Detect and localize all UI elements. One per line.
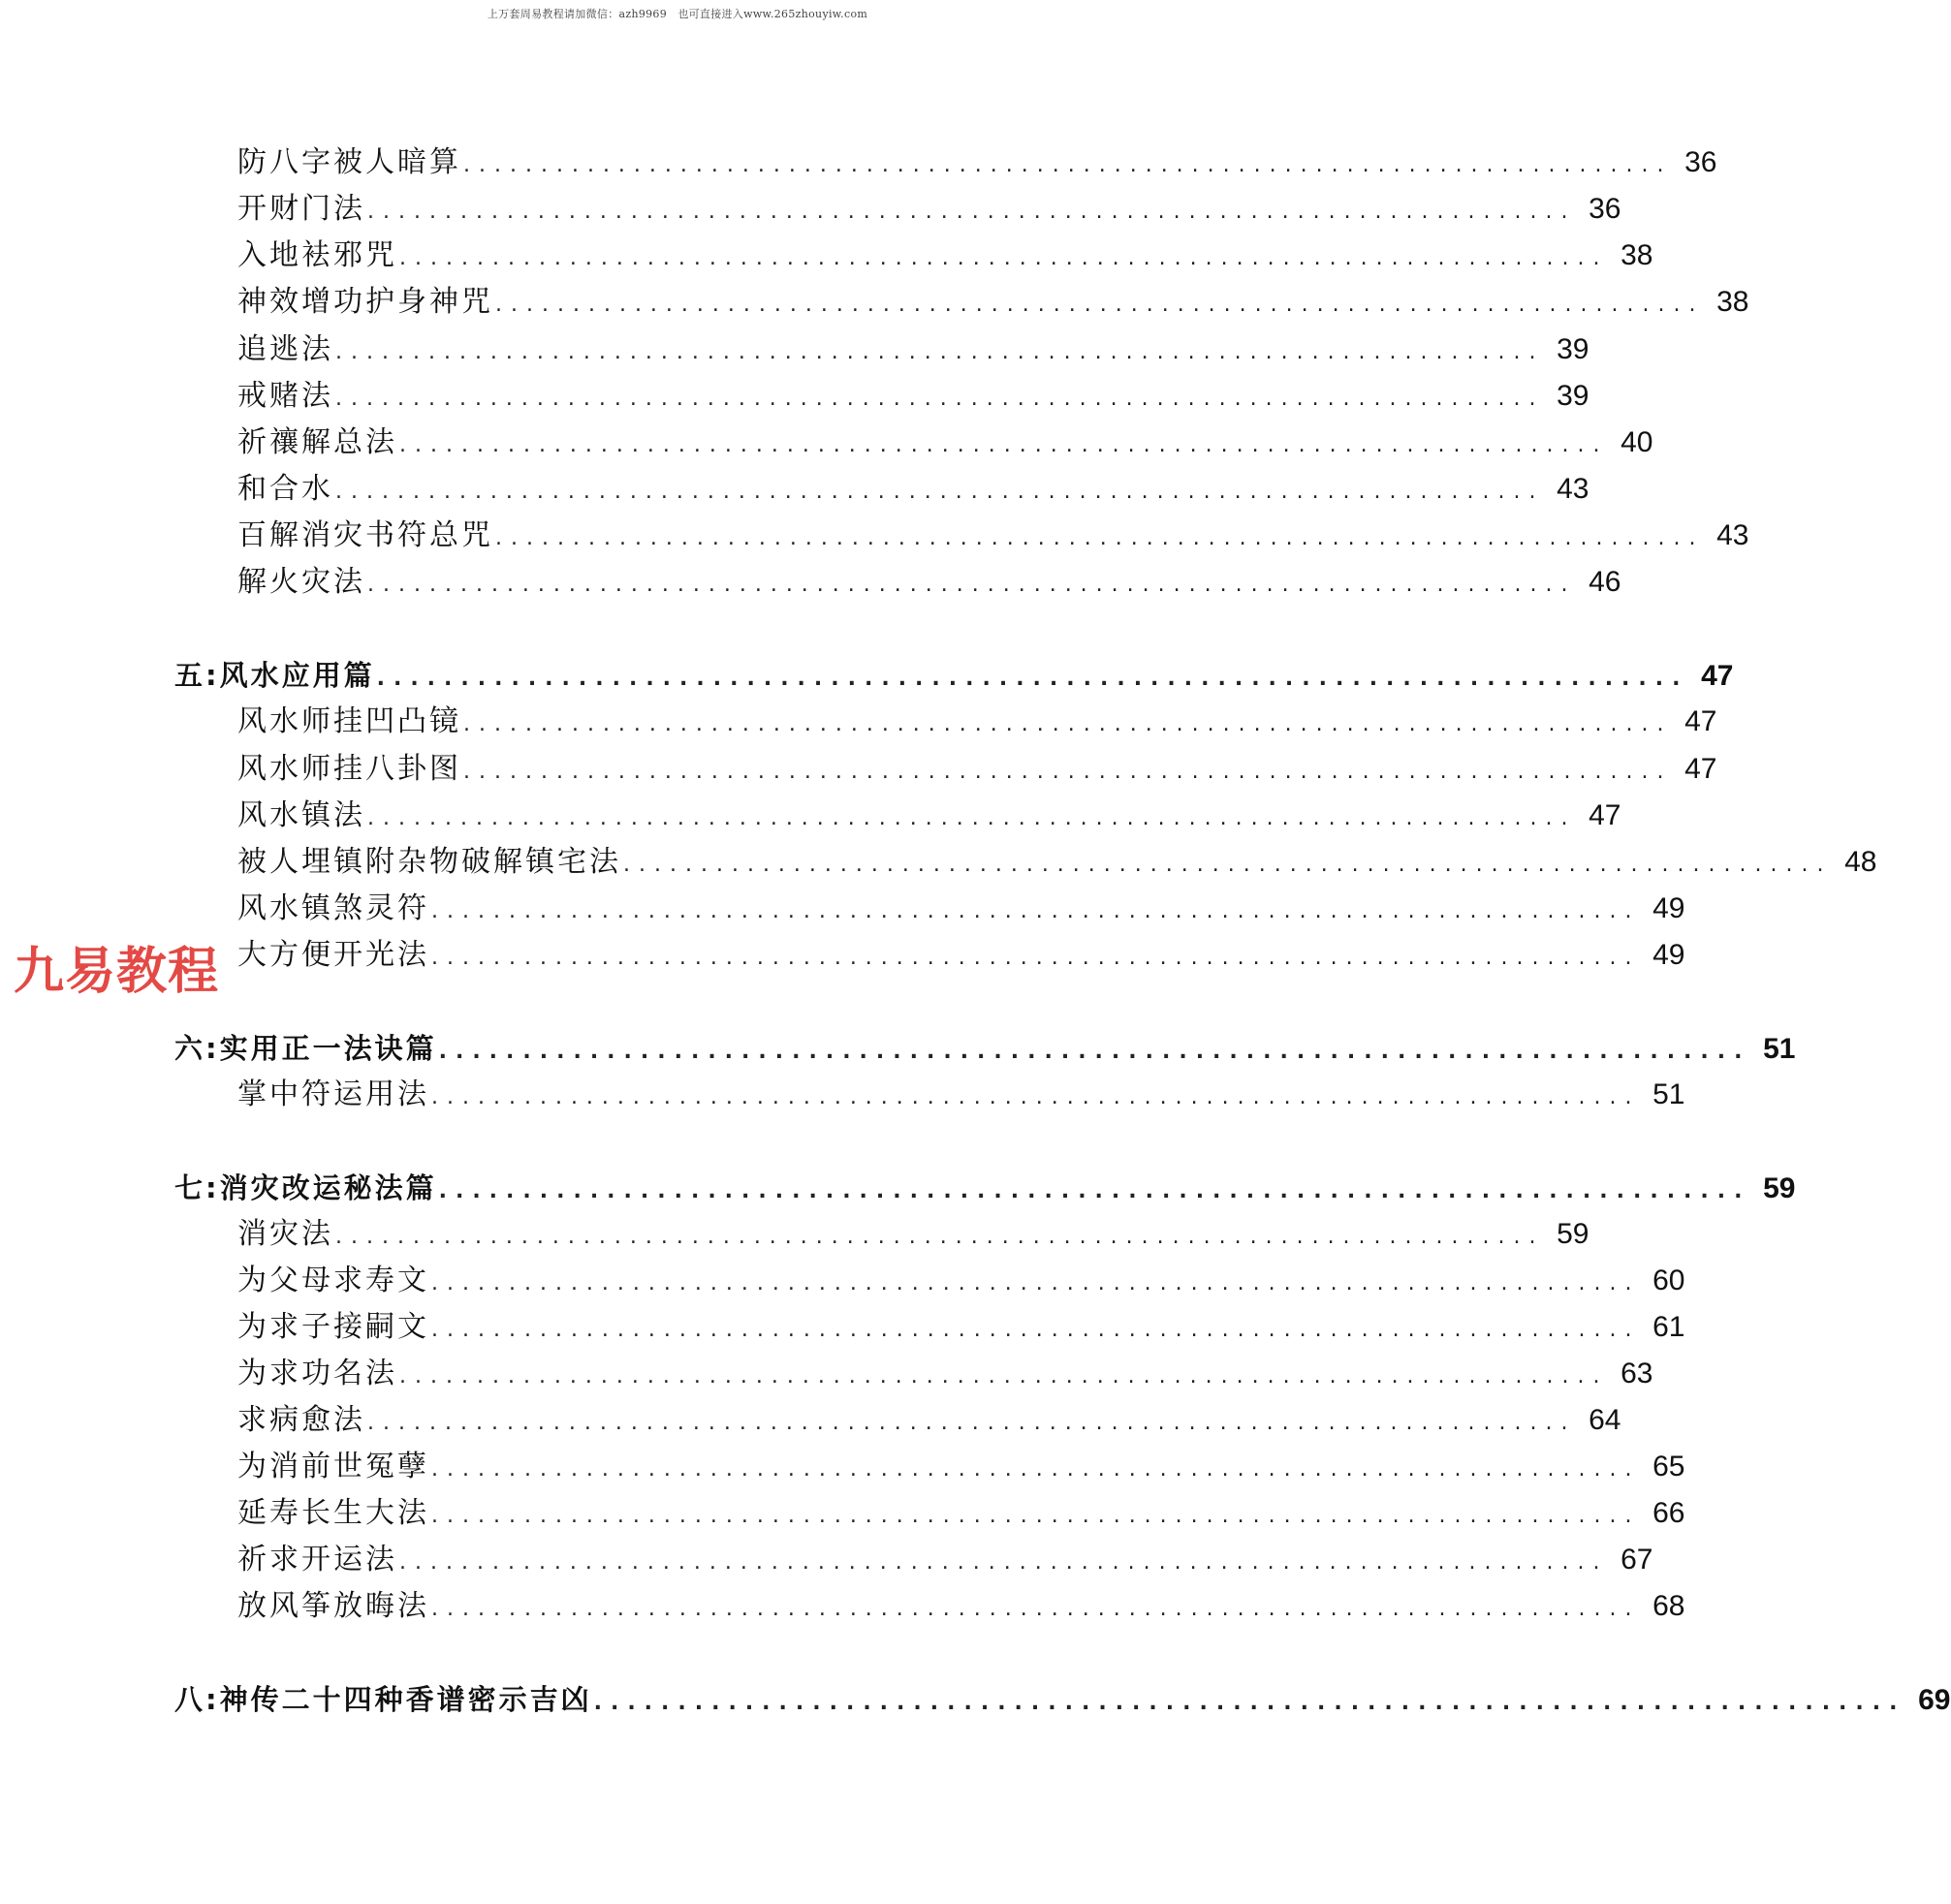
toc-leader-dots: .............................................................................. [495, 526, 1705, 550]
toc-page-number: 39 [1557, 380, 1589, 412]
toc-title: 风水师挂八卦图 [237, 752, 461, 786]
toc-entry [237, 888, 1685, 930]
toc-leader-dots: .............................................................................. [593, 1691, 1906, 1715]
toc-page-number: 51 [1652, 1078, 1685, 1110]
toc-page-number: 47 [1684, 705, 1717, 737]
toc-page-number: 36 [1684, 146, 1717, 178]
toc-page-number: 59 [1557, 1218, 1589, 1250]
toc-title: 延寿长生大法 [237, 1496, 429, 1530]
toc-leader-dots: .............................................................................. [431, 1271, 1641, 1295]
toc-entry [237, 515, 1749, 557]
toc-section [174, 1167, 1796, 1209]
toc-leader-dots: .............................................................................. [431, 946, 1641, 970]
toc-title: 六:实用正一法诀篇 [174, 1032, 437, 1065]
toc-leader-dots: .............................................................................. [335, 340, 1545, 364]
toc-title: 追逃法 [237, 332, 333, 366]
toc-title: 风水师挂凹凸镜 [237, 704, 461, 738]
toc-leader-dots: .............................................................................. [431, 1085, 1641, 1109]
toc-leader-dots: .............................................................................. [438, 1179, 1751, 1203]
toc-title: 开财门法 [237, 192, 365, 226]
toc-page-number: 49 [1652, 892, 1685, 924]
toc-entry [237, 1213, 1589, 1256]
toc-title: 放风筝放晦法 [237, 1589, 429, 1623]
toc-title: 戒赌法 [237, 379, 333, 413]
toc-title: 神效增功护身神咒 [237, 285, 493, 319]
toc-title: 解火灾法 [237, 565, 365, 599]
toc-page-number: 66 [1652, 1497, 1685, 1529]
toc-section [174, 1027, 1796, 1070]
toc-title: 祈禳解总法 [237, 425, 397, 459]
toc-page-number: 51 [1763, 1033, 1796, 1065]
toc-page-number: 59 [1763, 1172, 1796, 1204]
toc-leader-dots: .............................................................................. [431, 1318, 1641, 1342]
toc-entry [237, 1446, 1685, 1488]
toc-leader-dots: .............................................................................. [335, 1225, 1545, 1249]
toc-leader-dots: .............................................................................. [463, 712, 1673, 736]
header-note: 上万套周易教程请加微信：azh9969 也可直接进入www.265zhouyiw.com [487, 8, 868, 20]
toc-title: 风水镇法 [237, 798, 365, 832]
toc-page-number: 46 [1589, 566, 1621, 598]
toc-title: 八:神传二十四种香谱密示吉凶 [174, 1683, 592, 1716]
toc-page-number: 38 [1621, 239, 1653, 271]
toc-title: 掌中符运用法 [237, 1077, 429, 1111]
toc-leader-dots: .............................................................................. [399, 1550, 1609, 1575]
toc-leader-dots: .............................................................................. [399, 1364, 1609, 1389]
toc-leader-dots: .............................................................................. [367, 573, 1577, 597]
toc-entry [237, 468, 1589, 511]
toc-entry [237, 234, 1653, 277]
toc-entry [237, 1539, 1653, 1581]
toc-page-number: 61 [1652, 1311, 1685, 1343]
toc-entry [237, 701, 1717, 743]
toc-page-number: 39 [1557, 333, 1589, 365]
watermark-logo: 九易教程 [14, 943, 220, 1001]
toc-leader-dots: .............................................................................. [335, 387, 1545, 411]
toc-entry [237, 841, 1877, 884]
toc-page-number: 43 [1716, 519, 1749, 551]
toc-page-number: 36 [1589, 193, 1621, 225]
toc-leader-dots: .............................................................................. [376, 667, 1689, 691]
toc-entry [237, 188, 1621, 231]
toc-title: 求病愈法 [237, 1403, 365, 1437]
toc-page-number: 47 [1701, 660, 1734, 692]
toc-section [174, 1678, 1951, 1721]
toc-leader-dots: .............................................................................. [431, 1457, 1641, 1482]
toc-title: 和合水 [237, 472, 333, 506]
toc-entry [237, 141, 1717, 184]
toc-leader-dots: .............................................................................. [495, 293, 1705, 317]
toc-leader-dots: .............................................................................. [367, 806, 1577, 830]
toc-page-number: 48 [1844, 846, 1877, 878]
toc-entry [237, 1492, 1685, 1535]
toc-title: 五:风水应用篇 [174, 659, 375, 692]
toc-leader-dots: .............................................................................. [463, 153, 1673, 177]
toc-entry [237, 375, 1589, 418]
toc-entry [237, 281, 1749, 324]
toc-entry [237, 421, 1653, 464]
toc-entry [237, 328, 1589, 371]
toc-page-number: 64 [1589, 1404, 1621, 1436]
toc-page-number: 49 [1652, 939, 1685, 971]
toc-page-number: 47 [1684, 753, 1717, 785]
toc-entry [237, 934, 1685, 977]
toc-title: 为求子接嗣文 [237, 1310, 429, 1344]
toc-entry [237, 748, 1717, 791]
toc-title: 百解消灾书符总咒 [237, 518, 493, 552]
toc-leader-dots: .............................................................................. [367, 200, 1577, 224]
toc-title: 被人埋镇附杂物破解镇宅法 [237, 845, 621, 879]
toc-title: 为父母求寿文 [237, 1264, 429, 1297]
toc-leader-dots: .............................................................................. [623, 853, 1833, 877]
toc-leader-dots: .............................................................................. [431, 1597, 1641, 1621]
toc-leader-dots: .............................................................................. [431, 899, 1641, 923]
toc-title: 防八字被人暗算 [237, 145, 461, 179]
toc-leader-dots: .............................................................................. [431, 1504, 1641, 1528]
toc-leader-dots: .............................................................................. [463, 760, 1673, 784]
toc-entry [237, 561, 1621, 604]
toc-entry [237, 795, 1621, 837]
toc-page-number: 67 [1621, 1544, 1653, 1576]
toc-page-number: 69 [1918, 1684, 1951, 1716]
toc-title: 七:消灾改运秘法篇 [174, 1171, 437, 1204]
toc-leader-dots: .............................................................................. [438, 1040, 1751, 1064]
toc-entry [237, 1074, 1685, 1116]
toc-entry [237, 1306, 1685, 1349]
toc-title: 大方便开光法 [237, 938, 429, 972]
toc-leader-dots: .............................................................................. [399, 246, 1609, 270]
toc-page-number: 68 [1652, 1590, 1685, 1622]
toc-entry [237, 1585, 1685, 1628]
toc-entry [237, 1353, 1653, 1395]
toc-page-number: 65 [1652, 1451, 1685, 1483]
toc-entry [237, 1399, 1621, 1442]
toc-page-number: 40 [1621, 426, 1653, 458]
toc-leader-dots: .............................................................................. [335, 480, 1545, 504]
toc-title: 为消前世冤孽 [237, 1450, 429, 1483]
toc-page-number: 60 [1652, 1264, 1685, 1296]
toc-title: 入地袪邪咒 [237, 238, 397, 272]
toc-entry [237, 1260, 1685, 1302]
toc-page-number: 63 [1621, 1358, 1653, 1389]
toc-leader-dots: .............................................................................. [399, 433, 1609, 457]
toc-section [174, 654, 1734, 697]
toc-page-number: 43 [1557, 473, 1589, 505]
toc-title: 消灾法 [237, 1217, 333, 1251]
toc-title: 为求功名法 [237, 1357, 397, 1390]
toc-title: 祈求开运法 [237, 1543, 397, 1576]
toc-title: 风水镇煞灵符 [237, 891, 429, 925]
toc-page-number: 47 [1589, 799, 1621, 831]
toc-leader-dots: .............................................................................. [367, 1411, 1577, 1435]
toc-page-number: 38 [1716, 286, 1749, 318]
